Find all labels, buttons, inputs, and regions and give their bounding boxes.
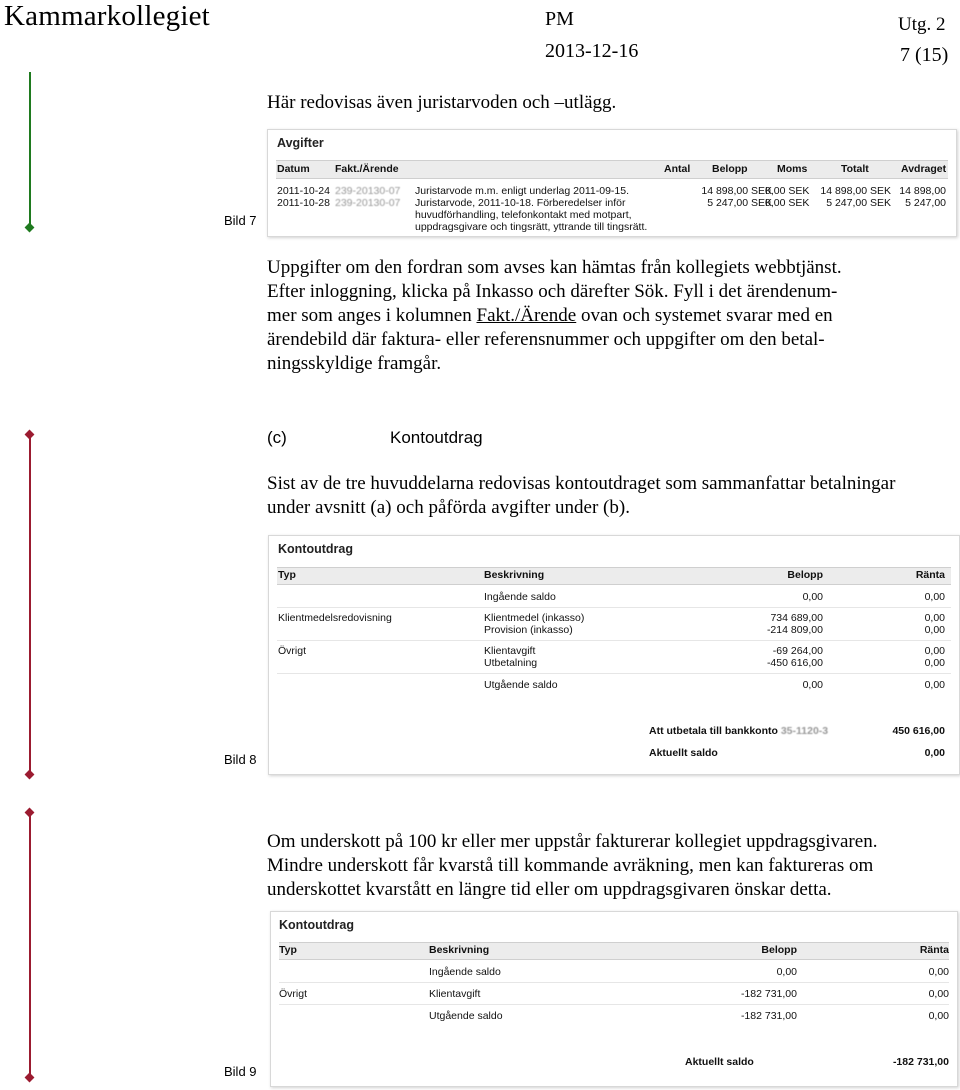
row-closing-desc: Utgående saldo — [484, 679, 558, 691]
section-heading: Kontoutdrag — [390, 428, 483, 447]
figure-label-bild8: Bild 8 — [224, 752, 257, 767]
row-closing-interest: 0,00 — [924, 679, 945, 691]
document-date: 2013-12-16 — [545, 40, 639, 62]
fee-row2-case[interactable]: 239-20130-07 — [335, 197, 401, 209]
fee-row1-total: 14 898,00 SEK — [820, 185, 891, 197]
col-belopp: Belopp — [761, 944, 797, 956]
paragraph-underskott: Om underskott på 100 kr eller mer uppstår fakturerar kollegiet uppdragsgivaren. Mindre underskott får kvarstå till kommande avräkning, men kan faktureras om underskottet kvarstått en längre tid eller om uppdragsgivaren önskar detta. — [267, 831, 878, 900]
statement-screenshot-1 — [268, 535, 960, 775]
row-desc-utbetalning: Utbetalning — [484, 657, 538, 669]
col-beskrivning: Beskrivning — [484, 569, 545, 581]
col-beskrivning: Beskrivning — [429, 944, 490, 956]
figure-label-bild9: Bild 9 — [224, 1064, 257, 1079]
margin-marker-line — [29, 436, 31, 773]
row-interest-klientmedel: 0,00 — [924, 612, 945, 624]
row-separator — [279, 982, 949, 983]
col-belopp: Belopp — [712, 163, 748, 175]
row-opening-interest: 0,00 — [928, 966, 949, 978]
margin-marker-line — [29, 72, 31, 229]
fee-row1-text: Juristarvode m.m. enligt underlag 2011-09-15. — [415, 185, 630, 197]
row-type-klientmedel: Klientmedelsredovisning — [278, 612, 392, 624]
payout-account: 35-1120-3 — [780, 725, 829, 737]
statement-title: Kontoutdrag — [279, 918, 354, 932]
row-amount-klientavgift: -182 731,00 — [740, 988, 797, 1000]
page-number: 7 (15) — [900, 44, 949, 66]
col-moms: Moms — [777, 163, 808, 175]
row-closing-amount: 0,00 — [802, 679, 823, 691]
fees-screenshot — [267, 129, 957, 237]
row-desc-provision: Provision (inkasso) — [484, 624, 573, 636]
fees-title: Avgifter — [277, 136, 324, 150]
fee-row2-vat: 0,00 SEK — [765, 197, 810, 209]
fee-row2-deducted: 5 247,00 — [905, 197, 946, 209]
col-fakt-arende: Fakt./Ärende — [335, 163, 399, 175]
col-typ: Typ — [278, 569, 296, 581]
statement-screenshot-2 — [270, 911, 958, 1087]
row-interest-klientavgift: 0,00 — [928, 988, 949, 1000]
row-closing-desc: Utgående saldo — [429, 1010, 503, 1022]
row-closing-interest: 0,00 — [928, 1010, 949, 1022]
fee-row2-date: 2011-10-28 — [277, 197, 330, 209]
organization-name: Kammarkollegiet — [4, 0, 210, 32]
row-opening-desc: Ingående saldo — [484, 591, 556, 603]
col-belopp: Belopp — [787, 569, 823, 581]
col-avdraget: Avdraget — [901, 163, 947, 175]
figure-label-bild7: Bild 7 — [224, 213, 257, 228]
col-antal: Antal — [664, 163, 691, 175]
col-totalt: Totalt — [841, 163, 869, 175]
row-type-ovrigt: Övrigt — [279, 988, 308, 1000]
fee-row1-case[interactable]: 239-20130-07 — [335, 185, 401, 197]
statement-header-row — [277, 567, 951, 585]
fee-row2-text: Juristarvode, 2011-10-18. Förberedelser inför huvudförhandling, telefonkontakt med motpart, uppdragsgivare och tingsrätt, yttrande till tingsrätt. — [415, 197, 648, 233]
row-amount-klientmedel: 734 689,00 — [770, 612, 823, 624]
margin-marker-diamond — [25, 770, 35, 780]
col-datum: Datum — [277, 163, 310, 175]
fee-row2-amount: 5 247,00 SEK — [707, 197, 772, 209]
payout-value: 450 616,00 — [892, 725, 945, 737]
row-separator — [277, 607, 951, 608]
row-closing-amount: -182 731,00 — [740, 1010, 797, 1022]
row-separator — [279, 1004, 949, 1005]
statement-header-row — [279, 942, 949, 960]
row-separator — [277, 673, 951, 674]
row-opening-amount: 0,00 — [776, 966, 797, 978]
row-desc-klientmedel: Klientmedel (inkasso) — [484, 612, 585, 624]
row-opening-desc: Ingående saldo — [429, 966, 501, 978]
fee-row2-total: 5 247,00 SEK — [826, 197, 891, 209]
fee-row1-vat: 0,00 SEK — [765, 185, 810, 197]
row-opening-amount: 0,00 — [802, 591, 823, 603]
balance-value: 0,00 — [924, 747, 945, 759]
margin-marker-diamond — [25, 223, 35, 233]
row-interest-utbetalning: 0,00 — [924, 657, 945, 669]
row-interest-klientavgift: 0,00 — [924, 645, 945, 657]
row-amount-provision: -214 809,00 — [766, 624, 823, 636]
col-ranta: Ränta — [919, 944, 949, 956]
row-separator — [277, 640, 951, 641]
row-opening-interest: 0,00 — [924, 591, 945, 603]
col-typ: Typ — [279, 944, 297, 956]
row-desc-klientavgift: Klientavgift — [429, 988, 481, 1000]
row-interest-provision: 0,00 — [924, 624, 945, 636]
fakt-arende-link: Fakt./Ärende — [476, 305, 577, 326]
document-type: PM — [545, 8, 574, 30]
edition: Utg. 2 — [898, 14, 946, 35]
margin-marker-line — [29, 814, 31, 1076]
statement-title: Kontoutdrag — [278, 542, 353, 556]
row-type-ovrigt: Övrigt — [278, 645, 307, 657]
balance-value: -182 731,00 — [892, 1056, 949, 1068]
col-ranta: Ränta — [915, 569, 945, 581]
row-amount-klientavgift: -69 264,00 — [772, 645, 823, 657]
payout-label: Att utbetala till bankkonto 35-1120-3 — [649, 725, 829, 737]
section-marker: (c) — [267, 428, 287, 447]
fee-row1-deducted: 14 898,00 — [899, 185, 946, 197]
paragraph-fordran: Uppgifter om den fordran som avses kan hämtas från kollegiets webbtjänst. Efter inloggning, klicka på Inkasso och därefter Sök. Fyll i det ärendenum- mer som anges i kolumnen Fakt./Ärende ovan och systemet svarar med en ärendebild där faktura- eller referensnummer och uppgifter om den betal- ningsskyldige framgår. — [267, 257, 842, 374]
row-desc-klientavgift: Klientavgift — [484, 645, 536, 657]
fee-row1-amount: 14 898,00 SEK — [701, 185, 772, 197]
margin-marker-diamond — [25, 1073, 35, 1083]
balance-label: Aktuellt saldo — [685, 1056, 754, 1068]
balance-label: Aktuellt saldo — [649, 747, 718, 759]
intro-line: Här redovisas även juristarvoden och –utlägg. — [267, 92, 617, 113]
row-amount-utbetalning: -450 616,00 — [766, 657, 823, 669]
paragraph-kontoutdrag: Sist av de tre huvuddelarna redovisas kontoutdraget som sammanfattar betalningar under avsnitt (a) och påförda avgifter under (b). — [267, 473, 896, 518]
fee-row1-date: 2011-10-24 — [277, 185, 330, 197]
